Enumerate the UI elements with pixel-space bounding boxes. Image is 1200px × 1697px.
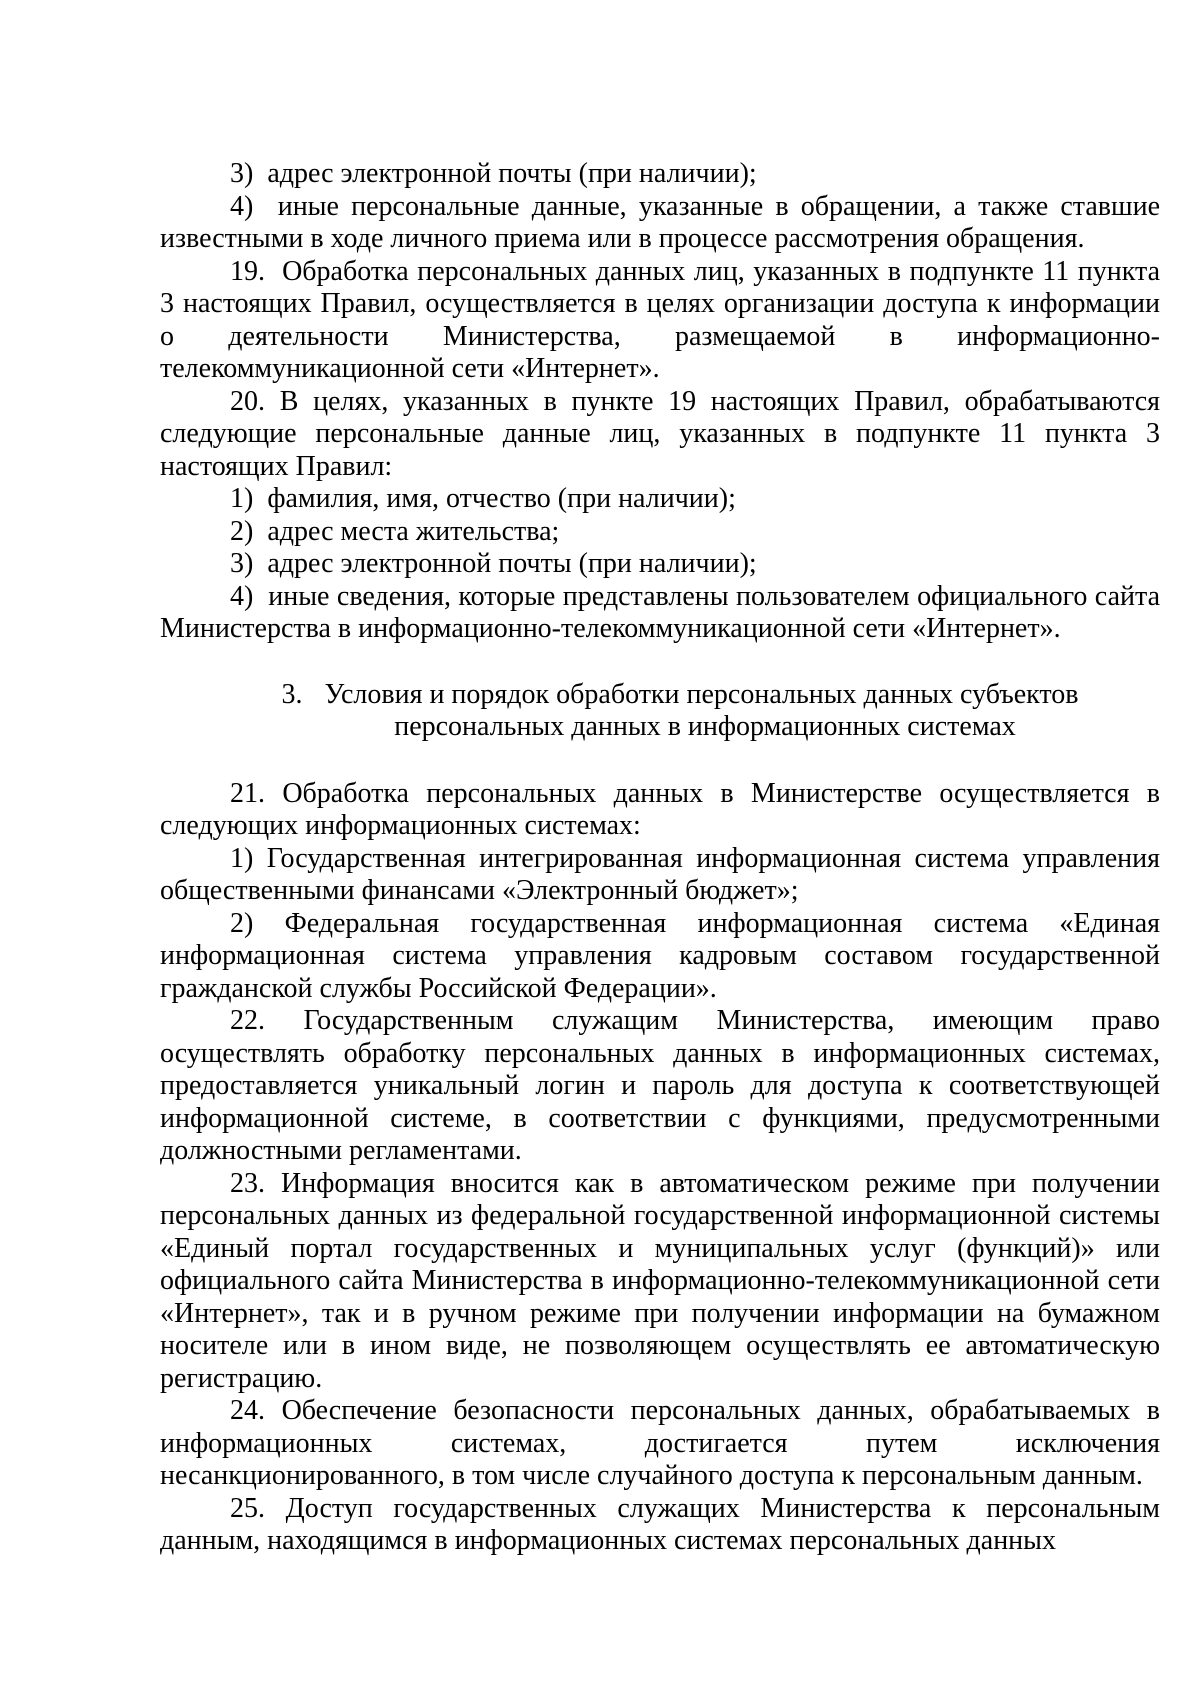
section-title-line-1: Условия и порядок обработки персональных данных субъектов	[324, 678, 1079, 710]
clause-paragraph: 22. Государственным служащим Министерства, имеющим право осуществлять обработку персональных данных в информационных системах, предоставляется уникальный логин и пароль для доступа к соответствующей информационной системе, в соответствии с функциями, предусмотренными должностными регламентами.	[160, 1005, 1160, 1166]
list-item: 4) иные сведения, которые представлены пользователем официального сайта Министерства в информационно-телекоммуникационной сети «Интернет».	[160, 580, 1160, 644]
list-item: 4) иные персональные данные, указанные в обращении, а также ставшие известными в ходе личного приема или в процессе рассмотрения обращения.	[160, 190, 1160, 254]
list-item: 2) адрес места жительства;	[230, 515, 560, 547]
list-item: 3) адрес электронной почты (при наличии);	[230, 158, 757, 189]
clause-paragraph: 24. Обеспечение безопасности персональных данных, обрабатываемых в информационных системах, достигается путем исключения несанкционированного, в том числе случайного доступа к персональным данным.	[160, 1395, 1160, 1491]
clause-paragraph: 19. Обработка персональных данных лиц, указанных в подпункте 11 пункта 3 настоящих Правил, осуществляется в целях организации доступа к информации о деятельности Министерства, размещаемой в информационно-телекоммуникационной сети «Интернет».	[160, 255, 1160, 384]
list-item: 3) адрес электронной почты (при наличии);	[230, 548, 757, 579]
document-body	[160, 158, 1160, 1558]
list-item: 1) Государственная интегрированная информационная система управления общественными финансами «Электронный бюджет»;	[160, 842, 1160, 906]
clause-paragraph: 21. Обработка персональных данных в Министерстве осуществляется в следующих информационных системах:	[160, 777, 1160, 841]
section-heading	[160, 679, 1160, 744]
section-number: 3.	[281, 678, 303, 710]
list-item: 2) Федеральная государственная информационная система «Единая информационная система управления кадровым составом государственной гражданской службы Российской Федерации».	[160, 907, 1160, 1004]
clause-paragraph: 25. Доступ государственных служащих Министерства к персональным данным, находящимся в информационных системах персональных данных	[160, 1492, 1160, 1556]
clause-paragraph: 23. Информация вносится как в автоматическом режиме при получении персональных данных из федеральной государственной информационной системы «Единый портал государственных и муниципальных услуг (функций)» или официального сайта Министерства в информационно-телекоммуникационной сети «Интернет», так и в ручном режиме при получении информации на бумажном носителе или в ином виде, не позволяющем осуществлять ее автоматическую регистрацию.	[160, 1167, 1160, 1394]
list-item: 1) фамилия, имя, отчество (при наличии);	[230, 483, 736, 514]
section-title-line-2: персональных данных в информационных системах	[394, 711, 1016, 742]
clause-paragraph: 20. В целях, указанных в пункте 19 настоящих Правил, обрабатываются следующие персональные данные лиц, указанных в подпункте 11 пункта 3 настоящих Правил:	[160, 385, 1160, 482]
